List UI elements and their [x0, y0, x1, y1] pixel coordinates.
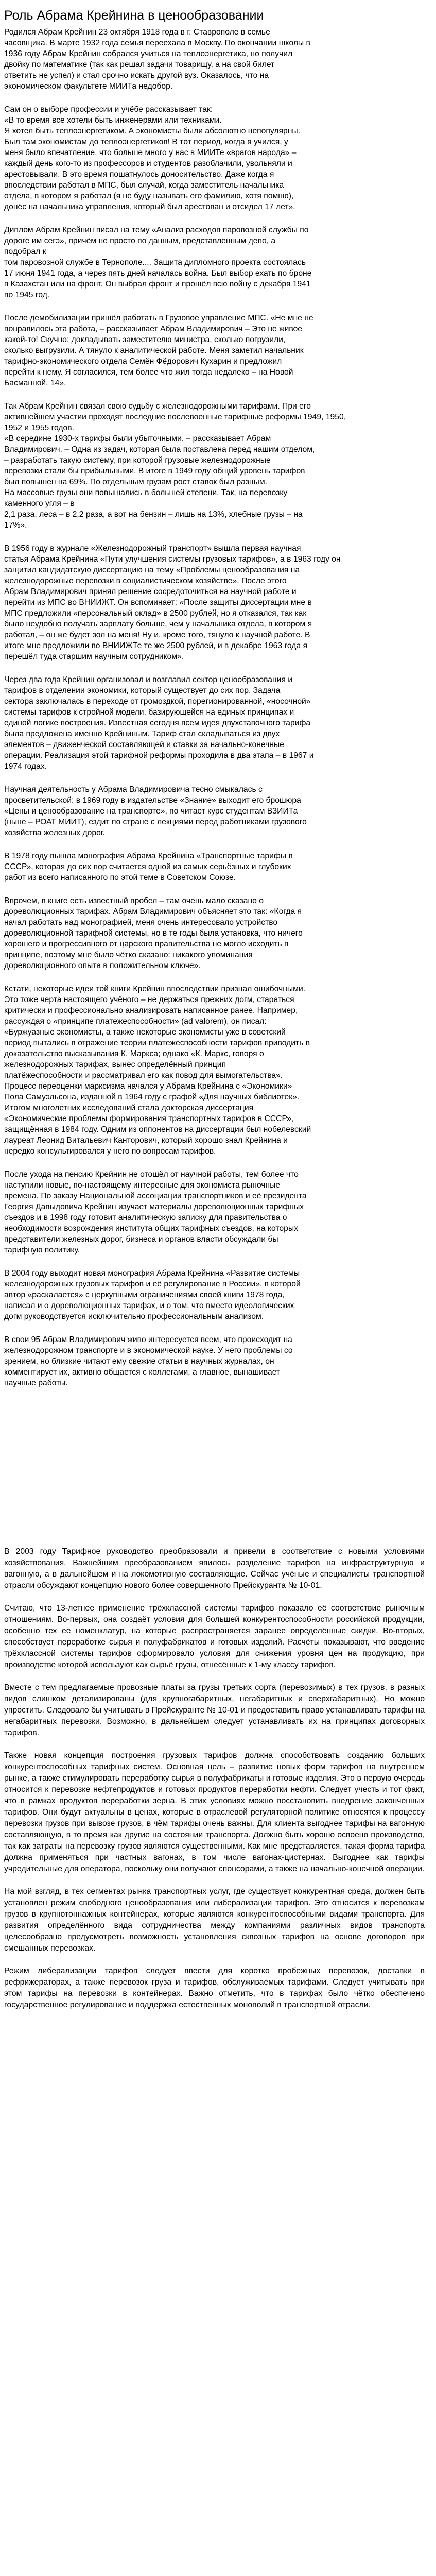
paragraph: Через два года Крейнин организовал и возглавил сектор ценообразования и тарифов в отделении экономики, который существует до сих пор. Задача сектора заключалась в переходе от громоздкой, порегионированной, «носочной» системы тарифов к стройной модели, базирующейся на единых принципах и единой логике построения. Известная сегодня всем идея двухставочного тарифа была предложена именно Крейниным. Тариф стал складываться из двух элементов – движенческой составляющей и ставки за начально-конечные операции. Реализация этой тарифной реформы проходила в два этапа – в 1967 и 1974 годах. — [4, 675, 314, 771]
article-title: Роль Абрама Крейнина в ценообразовании — [4, 8, 264, 23]
paragraph: В 1956 году в журнале «Железнодорожный транспорт» вышла первая научная статья Абрама Крейнина «Пути улучшения системы грузовых тарифов», а в 1963 году он защитил кандидатскую диссертацию на тему «Проблемы ценообразования на железнодорожные перевозки в социалистическом хозяйстве». После этого Абрам Владимирович принял решение сосредоточиться на научной работе и перейти из МПС во ВНИИЖТ. Он вспоминает: «После защиты диссертации мне в МПС предложили «персональный оклад» в 2500 рублей, но я отказался, так как было неудобно получать зарплату больше, чем у начальника отдела, в котором я работал, – он же будет зол на меня! Ну и, кроме того, тянуло к научной работе. В итоге мне предложили во ВНИИЖТе те же 2500 рублей, и в декабре 1963 года я перешёл туда старшим научным сотрудником». — [4, 544, 341, 661]
paragraph: Научная деятельность у Абрама Владимировича тесно смыкалась с просветительской: в 1969 году в издательстве «Знание» выходит его брошюра «Цены и ценообразование на транспорте», по читает курс студентам ВЗИИТа (ныне – РОАТ МИИТ), ездит по стране с лекциями перед работниками грузового хозяйства железных дорог. — [4, 785, 307, 837]
section-gap — [4, 1401, 426, 1546]
paragraph: На мой взгляд, в тех сегментах рынка транспортных услуг, где существует конкурентная среда, должен быть установлен режим свободного ценообразования или либерализации тарифов. Это относится к перевозкам грузов в крупнотоннажных контейнерах, которые являются конкурентоспособными видами транспорта. Для развития определённого вида сотрудничества между компаниями различных видов транспорта целесообразно предусмотреть возможность установления сквозных тарифов на основе договоров при смешанных перевозках. — [4, 1887, 427, 1953]
paragraph: Также новая концепция построения грузовых тарифов должна способствовать созданию больших конкурентоспособных тарифных систем. Основная цель – развитие новых форм тарифов на внутреннем рынке, а также стимулировать переработку сырья в полуфабрикаты и готовые изделия. Это в первую очередь относится к перевозке нефтепродуктов и готовых продуктов переработки нефти. Следует учесть и тот факт, что в рамках продуктов переработки зерна. В этих условиях можно восстановить внедрение законченных тарифов. Они будут актуальны в ценах, которые в отраслевой регуляторной политике относятся к процессу перевозки грузов при вывозе грузов, в чём тарифы очень важны. Для клиента выгоднее тарифы на вагонную составляющую, в то время как другие на состоянии транспорта. Должно быть хорошо освоено производство, так как затраты на перевозку грузов являются существенными. Как мне представляется, такая форма тарифа должна применяться при частных вагонах, в том числе вагонах-цистернах. Выгоднее как тарифы учредительные для оператора, поскольку они получают спонсорами, а также на начально-конечной операции. — [4, 1751, 427, 1873]
article-body-part-1 — [4, 27, 426, 1388]
paragraph: В свои 95 Абрам Владимирович живо интересуется всем, что происходит на железнодорожном транспорте и в экономической науке. У него проблемы со зрением, но близкие читают ему свежие статьи в научных журналах, он комментирует их, активно общается с коллегами, а главное, вынашивает научные работы. — [4, 1335, 293, 1387]
paragraph: Впрочем, в книге есть известный пробел – там очень мало сказано о дореволюционных тарифах. Абрам Владимирович объясняет это так: «Когда я начал работать над монографией, меня очень интересовало устройство дореволюционной тарифной системы, но в те годы была установка, что ничего хорошего и прогрессивного от царского правительства не могло исходить в принципе, поэтому мне было чётко сказано: никакого упоминания дореволюционного опыта в положительном ключе». — [4, 896, 303, 970]
paragraph: В 2004 году выходит новая монография Абрама Крейнина «Развитие системы железнодорожных грузовых тарифов и её регулирование в России», в которой автор «раскалается» с церкупными ограничениями своей книги 1978 года, написал и о дореволюционных тарифах, и о том, что вместо идеологических догм руководствуется исключительно профессиональным анализом. — [4, 1269, 301, 1321]
paragraph: Считаю, что 13-летнее применение трёхклассной системы тарифов показало её соответствие рыночным отношениям. Во-первых, она создаёт условия для большей конкурентоспособности российской продукции, особенно тех ее номенклатур, на которые распространяется заранее определённые скидки. Во-вторых, способствует переработке сырья и полуфабрикатов и готовых изделий. Расчёты показывают, что введение трёхклассной системы тарифов сформировало условия для снижения уровня цен на продукцию, при производстве которой используют как сырьё грузы, отнесённые к 1-му классу тарифов. — [4, 1604, 427, 1669]
paragraph: Диплом Абрам Крейнин писал на тему «Анализ расходов паровозной службы по дороге им сегэ», причём не просто по данным, представленным депо, а подобрал к том паровозной службе в Тернополе.... Защита дипломного проекта состоялась 17 июня 1941 года, а через пять дней началась война. Был выбор ехать по броне в Казахстан или на фронт. Он выбрал фронт и прошёл всю войну с декабря 1941 по 1945 год. — [4, 226, 312, 299]
paragraph: В 1978 году вышла монография Абрама Крейнина «Транспортные тарифы в СССР», которая до сих пор считается одной из самых серьёзных и глубоких работ из всего написанного по этой теме в Советском Союзе. — [4, 852, 293, 882]
paragraph: После демобилизации пришёл работать в Грузовое управление МПС. «Не мне не понравилось эта работа, – рассказывает Абрам Владимирович – Это не живое какой-то! Скучно: докладывать заместителю министра, сколько погрузили, сколько выгрузили. А тянуло к аналитической работе. Меня заметил начальник тарифно-экономического отдела Семён Фёдорович Кухарин и предложил перейти к нему. Я согласился, тем более что жил тогда недалеко – на Новой Басманной, 14». — [4, 314, 313, 387]
paragraph: Родился Абрам Крейнин 23 октября 1918 года в г. Ставрополе в семье часовщика. В марте 1932 года семья переехала в Москву. По окончании школы в 1936 году Абрам Крейнин собрался учиться на теплоэнергетика, но получил двойку по математике (так как решал задачи товарищу, а на свой билет ответить не успел) и стал срочно искать другой вуз. Оказалось, что на экономическом факультете МИИТа недобор. — [4, 28, 310, 91]
article-body-part-2 — [4, 1546, 426, 2011]
paragraph: Режим либерализации тарифов следует ввести для коротко пробежных перевозок, доставки в рефрижераторах, а также перевозок груза и тарифов, обслуживаемых тарифами. Следует учитывать при этом тарифы на перевозки в контейнерах. Важно отметить, что в тарифах было чётко обеспечено государственное регулирование и поддержка естественных монополий в транспортной отрасли. — [4, 1967, 427, 2009]
paragraph: Вместе с тем предлагаемые провозные платы за грузы третьих сорта (перевозимых) в тех грузов, в разных видов слишком детализированы (для крупногабаритных, негабаритных и сверхгабаритных). Но можно упростить. Следовало бы учитывать в Прейскуранте № 10-01 и предоставить право устанавливать тарифы на негабаритных перевозки. Возможно, в дальнейшем следует устанавливать их на принципах договорных тарифов. — [4, 1683, 427, 1737]
paragraph: Так Абрам Крейнин связал свою судьбу с железнодорожными тарифами. При его активнейшем участии проходят последние послевоенные тарифные реформы 1949, 1950, 1952 и 1955 годов. «В середине 1930-х тарифы были убыточными, – рассказывает Абрам Владимирович. – Одна из задач, которая была поставлена перед нашим отделом, – разработать такую систему, при которой грузовые железнодорожные перевозки стали бы прибыльными. В итоге в 1949 году общий уровень тарифов был повышен на 69%. По отдельным грузам рост ставок был разным. На массовые грузы они повышались в большей степени. Так, на перевозку каменного угля – в 2,1 раза, леса – в 2,2 раза, а вот на бензин – лишь на 13%, хлебные грузы – на 17%». — [4, 402, 346, 530]
paragraph: В 2003 году Тарифное руководство преобразовали и привели в соответствие с новыми условиями хозяйствования. Важнейшим преобразованием явилось разделение тарифов на инфраструктурную и вагонную, а в дальнейшем и на локомотивную составляющие. Сейчас учёные и специалисты транспортной отрасли обсуждают концепцию нового более совершенного Прейскуранта № 10-01. — [4, 1547, 427, 1590]
paragraph: После ухода на пенсию Крейнин не отошёл от научной работы, тем более что наступили новые, по-настоящему интересные для экономиста рыночные времена. По заказу Национальной ассоциации транспортников и её президента Георгия Давыдовича Крейнин изучает материалы дореволюционных тарифных съездов и в 1998 году готовит аналитическую записку для правительства о необходимости возрождения института общих тарифных съездов, на которых представители железных дорог, бизнеса и органов власти обсуждали бы тарифную политику. — [4, 1170, 307, 1255]
paragraph: Кстати, некоторые идеи той книги Крейнин впоследствии признал ошибочными. Это тоже черта настоящего учёного – не держаться прежних догм, стараться критически и профессионально анализировать написанное ранее. Например, рассуждая о «принципе платежеспособности» (ad valorem), он писал: «Буржуазные экономисты, а также некоторые экономисты уже в советский период пытались в отражение теории платежеспособности тарифов приводить в доказательство высказывания К. Маркса; однако «К. Маркс, говоря о железнодорожных тарифах, вынес определённый принцип платёжеспособности и рассматривал его как повод для вымогательства». Процесс переоценки марксизма начался у Абрама Крейнина с «Экономики» Пола Самуэльсона, изданной в 1964 году с графой «Для научных библиотек». Итогом многолетних исследований стала докторская диссертация «Экономические проблемы формирования транспортных тарифов в СССР», защищённая в 1984 году. Одним из оппонентов на диссертации был нобелевский лауреат Леонид Витальевич Канторович, который хорошо знал Крейнина и нередко консультировался у него по вопросам тарифов. — [4, 985, 311, 1156]
paragraph: Сам он о выборе профессии и учёбе рассказывает так: «В то время все хотели быть инженерами или техниками. Я хотел быть теплоэнергетиком. А экономисты были абсолютно непопулярны. Был там экономистам до теплоэнергетиков! В тот период, когда я учился, у меня было впечатление, что больше много у нас в МИИТе «врагов народа» – каждый день кого-то из профессоров и студентов разоблачили, увольняли и арестовывали. В это время пошатнулось доносительство. Даже когда я впоследствии работал в МПС, был случай, когда заместитель начальника отдела, в котором я работал (я не буду называть его фамилию, хотя помню), донёс на начальника управления, который был арестован и отсидел 17 лет». — [4, 105, 301, 211]
